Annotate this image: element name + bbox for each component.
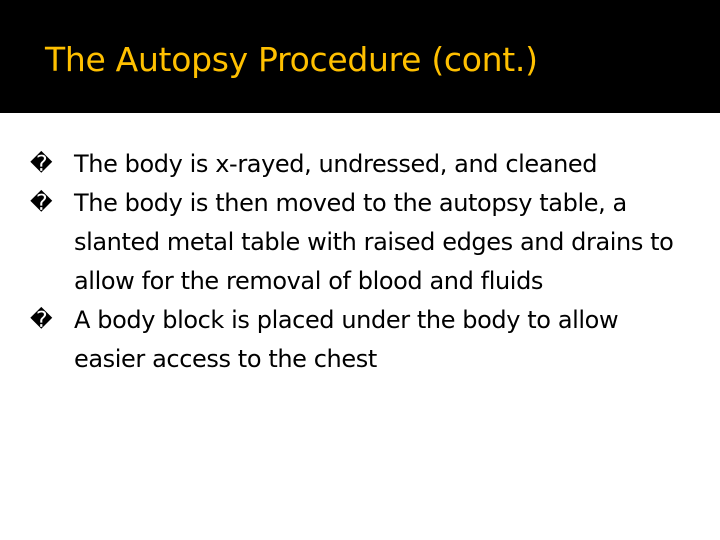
bullet-list <box>30 145 680 379</box>
bullet-text: A body block is placed under the body to allow easier access to the chest <box>74 306 619 373</box>
title-bar <box>0 0 720 113</box>
bullet-item <box>30 301 680 379</box>
slide-title: The Autopsy Procedure (cont.) <box>45 40 538 79</box>
bullet-marker-icon: � <box>30 152 53 177</box>
bullet-item <box>30 184 680 301</box>
bullet-text: The body is then moved to the autopsy table, a slanted metal table with raised edges and drains to allow for the removal of blood and fluids <box>74 189 674 295</box>
bullet-marker-icon: � <box>30 308 53 333</box>
bullet-item <box>30 145 680 184</box>
bullet-text: The body is x-rayed, undressed, and cleaned <box>74 150 598 178</box>
bullet-marker-icon: � <box>30 191 53 216</box>
